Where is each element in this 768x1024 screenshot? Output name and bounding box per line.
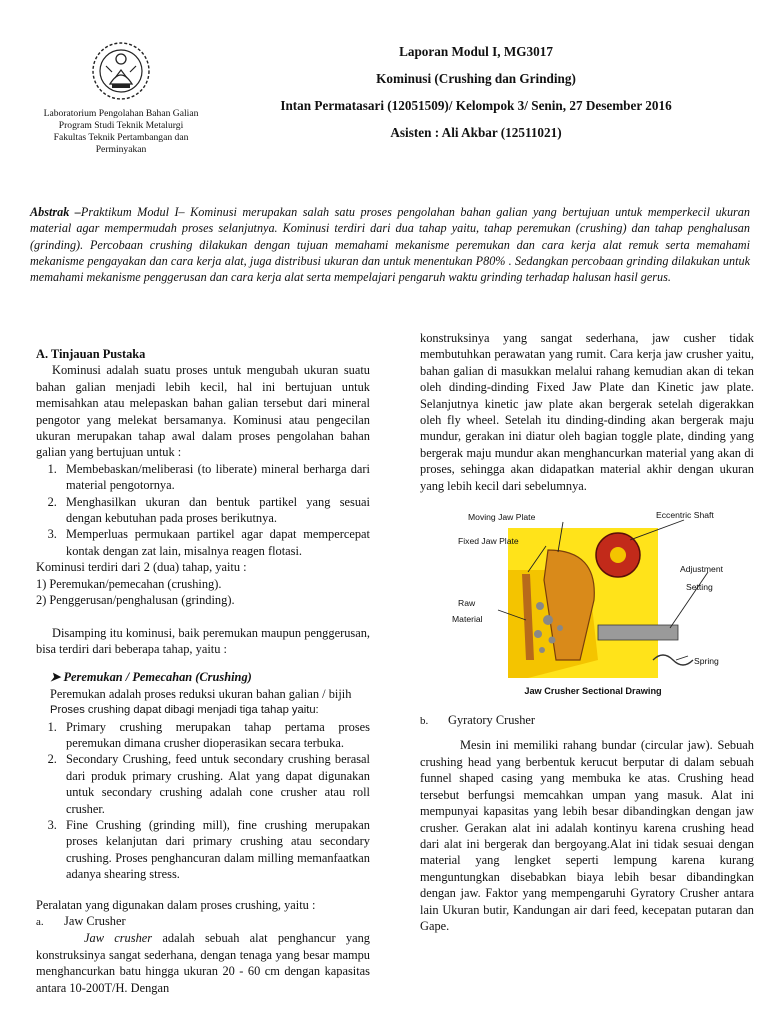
- paragraph: Disamping itu kominusi, baik peremukan maupun penggerusan, bisa terdiri dari beberapa tahap, yaitu :: [36, 625, 370, 656]
- list-item: 1) Peremukan/pemecahan (crushing).: [36, 576, 222, 591]
- list-item: 2. Secondary Crushing, feed untuk secondary crushing berasal dari produk primary crushing. Alat yang dapat digunakan untuk secondary crushing adalah cone crusher atau roll crusher.: [60, 751, 370, 817]
- author-line: Intan Permatasari (12051509)/ Kelompok 3/ Senin, 27 Desember 2016: [280, 98, 672, 113]
- figure-label-setting: Setting: [686, 582, 713, 593]
- figure-caption: Jaw Crusher Sectional Drawing: [524, 686, 662, 697]
- paragraph: konstruksinya yang sangat sederhana, jaw cusher tidak membutuhkan perawatan yang rumit. Cara kerja jaw crusher yaitu, bahan galian di masukkan melalui rahang kemudian akan di tekan oleh dinding-dinding Fixed Jaw Plate dan Kinetic jaw plate. Selanjutnya kinetic jaw plate akan bergerak setelah digerakkan oleh fly wheel. Setelah itu dinding-dinding akan bergerak maju mundur, gerakan ini diatur oleh bagian toggle plate, dinding yang bergerak maju mundur akan menghancurkan material yang akan di proses, sehingga akan didapatkan material akhir dengan ukuran yang lebih kecil dari sebelumnya.: [420, 331, 754, 493]
- stages-intro: Kominusi terdiri dari 2 (dua) tahap, yaitu :: [36, 560, 247, 575]
- paragraph: Mesin ini memiliki rahang bundar (circular jaw). Sebuah crushing head yang berbentuk kerucut berputar di dalam sebuah funnel shaped casing yang membuka ke atas. Crushing head tersebut berfungsi memcahkan umpan yang masuk. Alat ini mempunyai kapasitas yang lebih besar dibandingkan dengan jaw crusher. Gerakan alat ini adalah kontinyu karena crushing head dari alat ini bergerak dan bergoyang.Alat ini tidak sesuai dengan material yang lengket seperti lempung karena kurang menguntungkan disebabkan biaya lebih besar dibandingkan dengan jaw. Faktor yang mempengaruhi Gyratory Crusher antara lain Ukuran butir, Kandungan air dari feed, kecepatan putaran dan Gape.: [420, 738, 754, 933]
- left-column: [36, 332, 370, 996]
- right-column: [420, 330, 754, 934]
- jaw-crusher-figure: [448, 510, 738, 700]
- institution-line: Perminyakan: [95, 144, 147, 155]
- report-title: Laporan Modul I, MG3017: [399, 44, 553, 59]
- paragraph: Peralatan yang digunakan dalam proses crushing, yaitu :: [36, 897, 316, 912]
- title-block: [238, 44, 714, 152]
- item-label: b.: [420, 715, 429, 728]
- itb-ganesha-logo-icon: [90, 40, 152, 102]
- list-item: 1. Membebaskan/meliberasi (to liberate) mineral berharga dari material pengotornya.: [60, 461, 370, 494]
- abstract-text: Praktikum Modul I– Kominusi merupakan salah satu proses pengolahan bahan galian yang bertujuan untuk memperkecil ukuran material agar mempermudah proses selanjutnya. Kominusi terdiri dari dua tahap yaitu, tahap peremukan (crushing) dan tahap penghalusan (grinding). Percobaan crushing dilakukan dengan tujuan memahami mekanisme peremukan dan cara kerja alat remuk serta memahami mekanisme pengayakan dan cara kerja alat, juga distribusi ukuran dan untuk menentukan P80% . Sedangkan percobaan grinding dilakukan untuk memahami mekanisme penggerusan dan cara kerja alat serta mempelajari pengaruh waktu grinding terhadap halusan hasil gerus.: [30, 205, 750, 285]
- abstract-lead: Abstrak –: [30, 205, 81, 219]
- list-item: 2) Penggerusan/penghalusan (grinding).: [36, 593, 235, 608]
- institution-line: Program Studi Teknik Metalurgi: [58, 120, 184, 131]
- item-label: a.: [36, 916, 44, 928]
- list-item: 3. Fine Crushing (grinding mill), fine crushing merupakan proses kelanjutan dari primary crushing atau secondary crushing. Proses penghancuran dalam milling memanfaatkan adanya shearing stress.: [60, 817, 370, 883]
- goals-list: [36, 461, 370, 559]
- institution-line: Fakultas Teknik Pertambangan dan: [53, 132, 189, 143]
- figure-label-moving: Moving Jaw Plate: [468, 512, 536, 523]
- figure-label-material: Material: [452, 614, 483, 625]
- item-title: Gyratory Crusher: [448, 713, 536, 728]
- paragraph: Proses crushing dapat dibagi menjadi tiga tahap yaitu:: [50, 704, 319, 717]
- list-item: 2. Menghasilkan ukuran dan bentuk partikel yang sesuai dengan kebutuhan pada proses berikutnya.: [60, 494, 370, 527]
- figure-label-spring: Spring: [694, 656, 719, 667]
- section-heading: A. Tinjauan Pustaka: [36, 347, 146, 361]
- figure-label-adjustment: Adjustment: [680, 564, 723, 575]
- figure-label-fixed: Fixed Jaw Plate: [458, 536, 519, 547]
- paragraph: adalah sebuah alat penghancur yang konstruksinya sangat sederhana, dengan tenaga yang besar mampu menghancurkan batu hingga ukuran 20 - 60 cm dengan kapasitas antara 10-200T/H. Dengan: [36, 931, 370, 995]
- list-item: 1. Primary crushing merupakan tahap pertama proses peremukan dimana crusher dioperasikan secara terbuka.: [60, 719, 370, 752]
- intro-paragraph: Kominusi adalah suatu proses untuk mengubah ukuran suatu bahan galian menjadi lebih kecil, hal ini bertujuan untuk memisahkan atau melepaskan bahan galian tersebut dari mineral pengotor yang melekat bersamanya. Kominusi atau pengecilan ukuran merupakan tahap awal dalam proses pengolahan bahan galian yang bertujuan untuk :: [36, 363, 370, 460]
- crushing-stages-list: [36, 719, 370, 883]
- abstract: [30, 204, 750, 285]
- item-title: Jaw Crusher: [64, 914, 126, 928]
- institution-block: [30, 40, 212, 156]
- report-subtitle: Kominusi (Crushing dan Grinding): [376, 71, 576, 86]
- paragraph: Peremukan adalah proses reduksi ukuran bahan galian / bijih: [50, 686, 352, 701]
- list-item: 3. Memperluas permukaan partikel agar dapat mempercepat kontak dengan zat lain, misalnya reagen flotasi.: [60, 526, 370, 559]
- assistant-line: Asisten : Ali Akbar (12511021): [390, 125, 562, 140]
- subsection-heading: ➤ Peremukan / Pemecahan (Crushing): [50, 670, 252, 685]
- figure-label-eccentric: Eccentric Shaft: [656, 510, 714, 521]
- figure-label-raw: Raw: [458, 598, 476, 609]
- term: Jaw crusher: [84, 931, 153, 946]
- institution-line: Laboratorium Pengolahan Bahan Galian: [43, 108, 199, 119]
